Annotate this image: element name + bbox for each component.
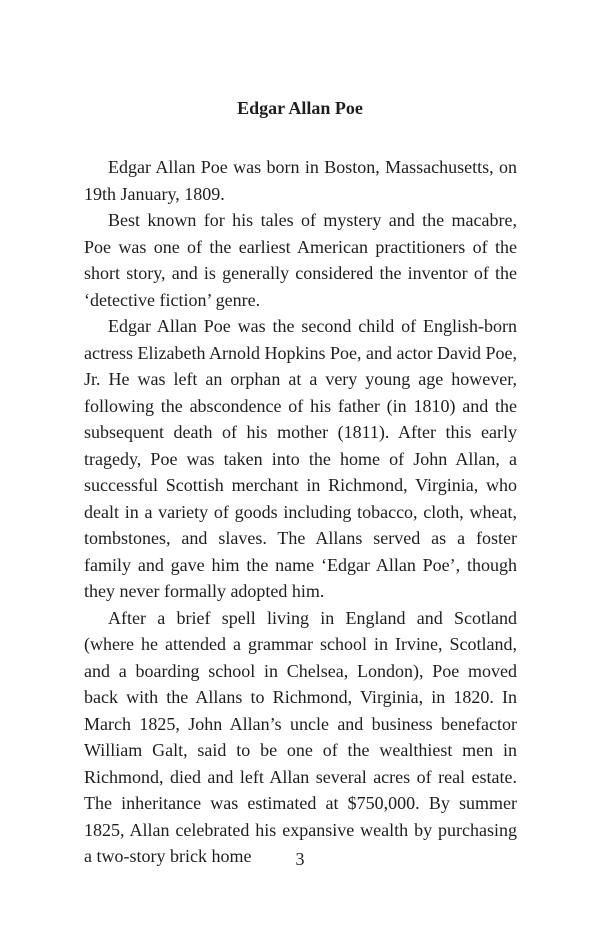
paragraph-4: After a brief spell living in England and Scotland (where he attended a grammar school in Irvine, Scotland, and a boarding school in Chelsea, London), Poe moved back with the Allans to Richmond, Virginia, in 1820. In March 1825, John Allan’s uncle and business benefactor William Galt, said to be one of the wealthiest men in Richmond, died and left Allan several acres of real estate. The inheritance was estimated at $750,000. By summer 1825, Allan celebrated his expansive wealth by purchasing a two-story brick home xyxy=(84,607,517,866)
paragraph-1: Edgar Allan Poe was born in Boston, Massachusetts, on 19th January, 1809. xyxy=(84,157,517,204)
paragraph-3: Edgar Allan Poe was the second child of English-born actress Elizabeth Arnold Hopkins Poe, and actor David Poe, Jr. He was left an orphan at a very young age however, following the abscondence of his father (in 1810) and the subsequent death of his mother (1811). After this early tragedy, Poe was taken into the home of John Allan, a successful Scottish merchant in Richmond, Virginia, who dealt in a variety of goods including tobacco, cloth, wheat, tombstones, and slaves. The Allans served as a foster family and gave him the name ‘Edgar Allan Poe’, though they never formally adopted him. xyxy=(84,316,517,601)
paragraph-2: Best known for his tales of mystery and the macabre, Poe was one of the earliest American practitioners of the short story, and is generally considered the inventor of the ‘detective fiction’ genre. xyxy=(84,210,517,310)
chapter-title: Edgar Allan Poe xyxy=(237,98,363,118)
body-text xyxy=(84,154,517,870)
page-number: 3 xyxy=(295,849,305,869)
